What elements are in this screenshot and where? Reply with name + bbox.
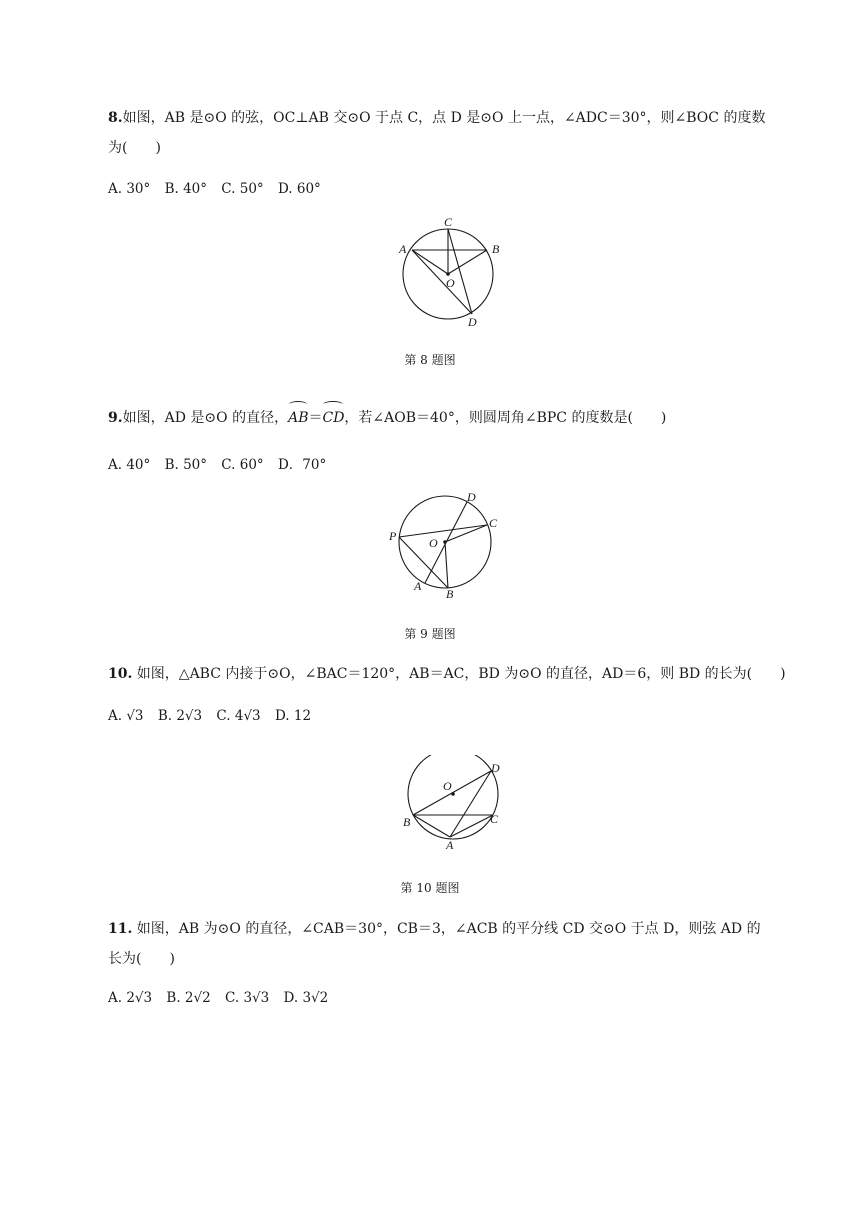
question-11 <box>108 914 788 974</box>
option-d: D．70° <box>277 457 327 473</box>
label-p: P <box>389 529 397 543</box>
caption-9: 第 9 题图 <box>404 627 456 641</box>
option-d: D. 12 <box>274 708 312 724</box>
label-c: C <box>444 215 453 229</box>
option-d: D. 60° <box>277 181 321 197</box>
segment-ob <box>448 250 487 274</box>
option-c: C. 60° <box>221 457 264 473</box>
center-dot <box>443 540 447 544</box>
label-c: C <box>489 516 498 530</box>
label-a: A <box>399 242 407 256</box>
segment-pb <box>399 537 448 588</box>
question-number: 8. <box>108 110 123 126</box>
label-o: O <box>446 276 455 290</box>
options-11 <box>108 990 338 1006</box>
question-text-cont: 为( ) <box>108 140 161 156</box>
segment-ob <box>445 542 448 588</box>
segment-pc <box>399 525 487 537</box>
question-number: 9. <box>108 410 123 426</box>
options-9 <box>108 453 336 473</box>
options-8 <box>108 181 331 197</box>
question-10 <box>108 659 788 689</box>
label-a: A <box>414 579 422 593</box>
label-d: D <box>491 761 500 775</box>
label-o: O <box>429 536 438 550</box>
caption-8: 第 8 题图 <box>404 353 456 367</box>
option-a: A. 40° <box>108 457 151 473</box>
option-b: B. 2√2 <box>166 990 211 1006</box>
option-b: B. 40° <box>164 181 207 197</box>
label-d: D <box>468 315 477 329</box>
equals-sign: ＝ <box>308 410 323 426</box>
label-d: D <box>467 490 476 504</box>
option-a: A. 2√3 <box>108 990 153 1006</box>
arc-ab: AB <box>288 403 308 433</box>
figure-10 <box>398 755 508 855</box>
options-10 <box>108 708 321 724</box>
option-d: D. 3√2 <box>283 990 329 1006</box>
label-a: A <box>446 838 454 852</box>
option-a: A. √3 <box>108 708 144 724</box>
option-a: A. 30° <box>108 181 151 197</box>
caption-10: 第 10 题图 <box>400 881 460 895</box>
label-b: B <box>446 587 454 599</box>
option-b: B. 2√3 <box>157 708 203 724</box>
question-text: 如图，AD 是⊙O 的直径， <box>122 410 289 426</box>
option-b: B. 50° <box>164 457 207 473</box>
question-text: 如图，△ABC 内接于⊙O，∠BAC＝120°，AB＝AC，BD 为⊙O 的直径，AD＝6，则 BD 的长为( ) <box>132 666 786 682</box>
question-number: 11. <box>108 921 133 937</box>
option-c: C. 4√3 <box>216 708 261 724</box>
question-number: 10. <box>108 666 133 682</box>
question-9 <box>108 403 788 433</box>
label-o: O <box>443 779 452 793</box>
label-c: C <box>490 812 499 826</box>
center-dot <box>451 792 455 796</box>
label-b: B <box>403 815 411 829</box>
figure-8 <box>390 212 520 337</box>
question-text-cont: 长为( ) <box>108 951 175 967</box>
question-text: 如图，AB 为⊙O 的直径，∠CAB＝30°，CB＝3，∠ACB 的平分线 CD 交⊙O 于点 D，则弦 AD 的 <box>132 921 761 937</box>
option-c: C. 50° <box>221 181 264 197</box>
circle-o <box>408 755 498 839</box>
figure-9 <box>385 487 505 599</box>
segment-ao <box>412 250 448 274</box>
question-8 <box>108 103 788 163</box>
question-text: 如图，AB 是⊙O 的弦，OC⊥AB 交⊙O 于点 C，点 D 是⊙O 上一点，∠ADC＝30°，则∠BOC 的度数 <box>122 110 766 126</box>
question-text-cont: ，若∠AOB＝40°，则圆周角∠BPC 的度数是( ) <box>344 410 667 426</box>
label-b: B <box>492 242 500 256</box>
arc-cd: CD <box>322 403 344 433</box>
option-c: C. 3√3 <box>225 990 270 1006</box>
